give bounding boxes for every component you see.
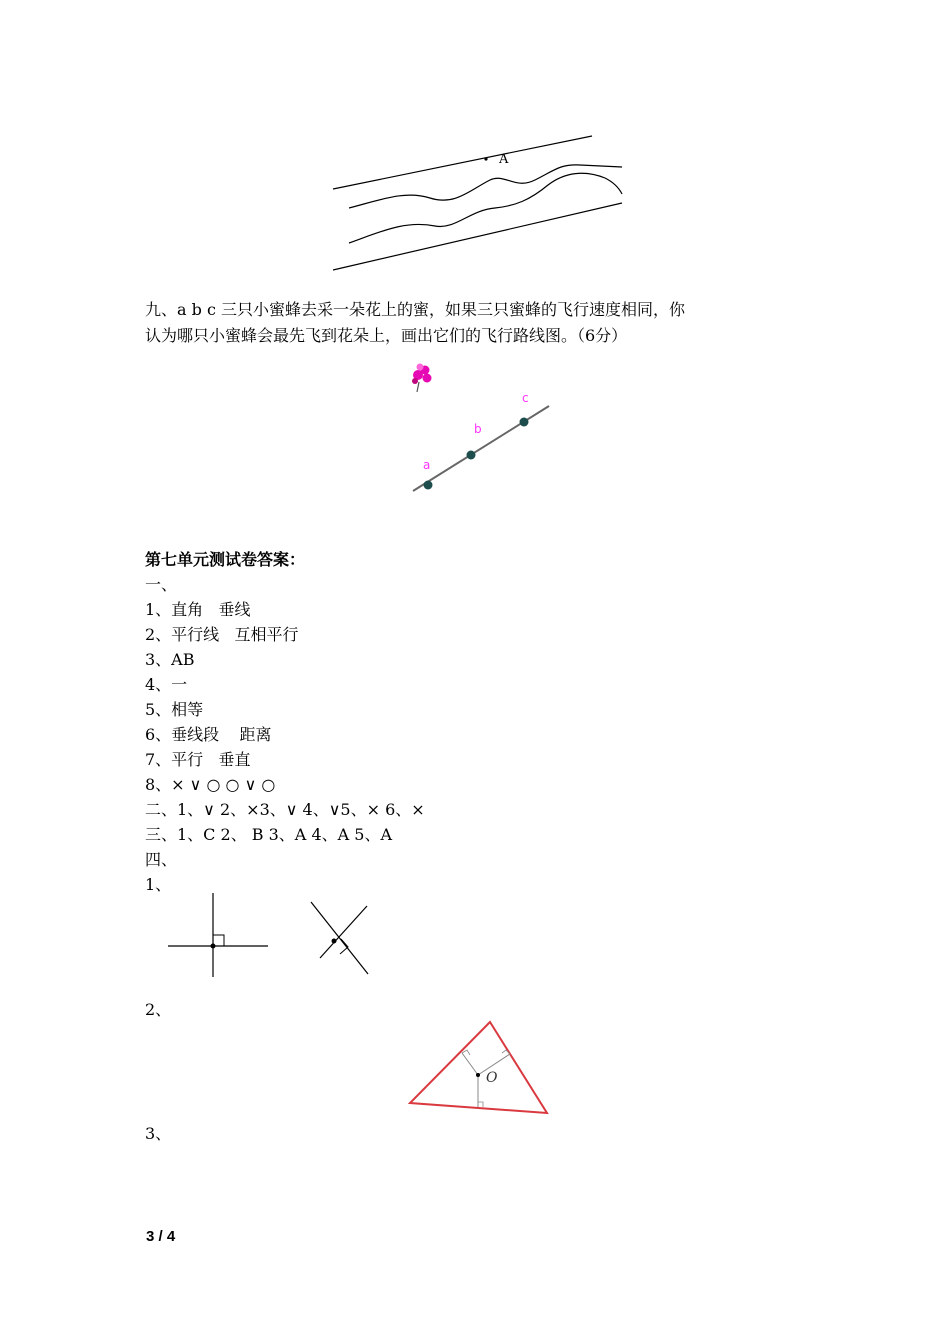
answer-line: 四、 <box>145 850 178 869</box>
answer-line: 5、相等 <box>145 700 204 719</box>
bee-b-dot <box>467 451 476 460</box>
perpendicular-right <box>311 902 368 974</box>
center-point <box>476 1073 480 1077</box>
answer-item-2: 2、 <box>145 1000 172 1019</box>
answers-heading: 第七单元测试卷答案： <box>145 550 306 569</box>
perpendicular-left <box>168 893 268 977</box>
answer-line: 4、一 <box>145 675 188 694</box>
bee-c-label: c <box>522 391 529 405</box>
answers-list <box>145 575 425 900</box>
answer-line: 1、直角 垂线 <box>145 600 251 619</box>
triangle-figure <box>0 1010 950 1140</box>
flower-icon <box>412 364 432 393</box>
question-9-line-1: 九、a b c 三只小蜜蜂去采一朵花上的蜜，如果三只蜜蜂的飞行速度相同，你 <box>145 300 686 319</box>
answer-line: 2、平行线 互相平行 <box>145 625 299 644</box>
answer-item-3: 3、 <box>145 1124 172 1143</box>
answer-line: 3、AB <box>145 650 195 669</box>
answer-line: 8、× ∨ ○ ○ ∨ ○ <box>145 775 276 794</box>
answer-line: 二、1、∨ 2、×3、∨ 4、∨5、× 6、× <box>145 800 425 819</box>
bees-figure <box>0 350 950 550</box>
bee-a-label: a <box>423 458 431 472</box>
point-a-dot <box>484 157 487 160</box>
perpendicular-figure <box>0 885 950 1005</box>
bee-b-label: b <box>474 422 482 436</box>
answer-line: 三、1、C 2、 B 3、A 4、A 5、A <box>145 825 392 844</box>
question-9-line-2: 认为哪只小蜜蜂会最先飞到花朵上，画出它们的飞行路线图。（6分） <box>145 326 628 345</box>
center-label: O <box>486 1070 498 1086</box>
river-figure <box>0 0 950 300</box>
answer-line: 7、平行 垂直 <box>145 750 251 769</box>
bee-c-dot <box>520 418 529 427</box>
answer-line: 6、垂线段 距离 <box>145 725 272 744</box>
bee-a-dot <box>424 481 433 490</box>
page-number: 3 / 4 <box>146 1228 176 1245</box>
bee-line <box>413 406 549 491</box>
point-a-label: A <box>499 152 509 167</box>
answer-line: 一、 <box>145 575 178 594</box>
answer-line: 1、 <box>145 875 172 894</box>
